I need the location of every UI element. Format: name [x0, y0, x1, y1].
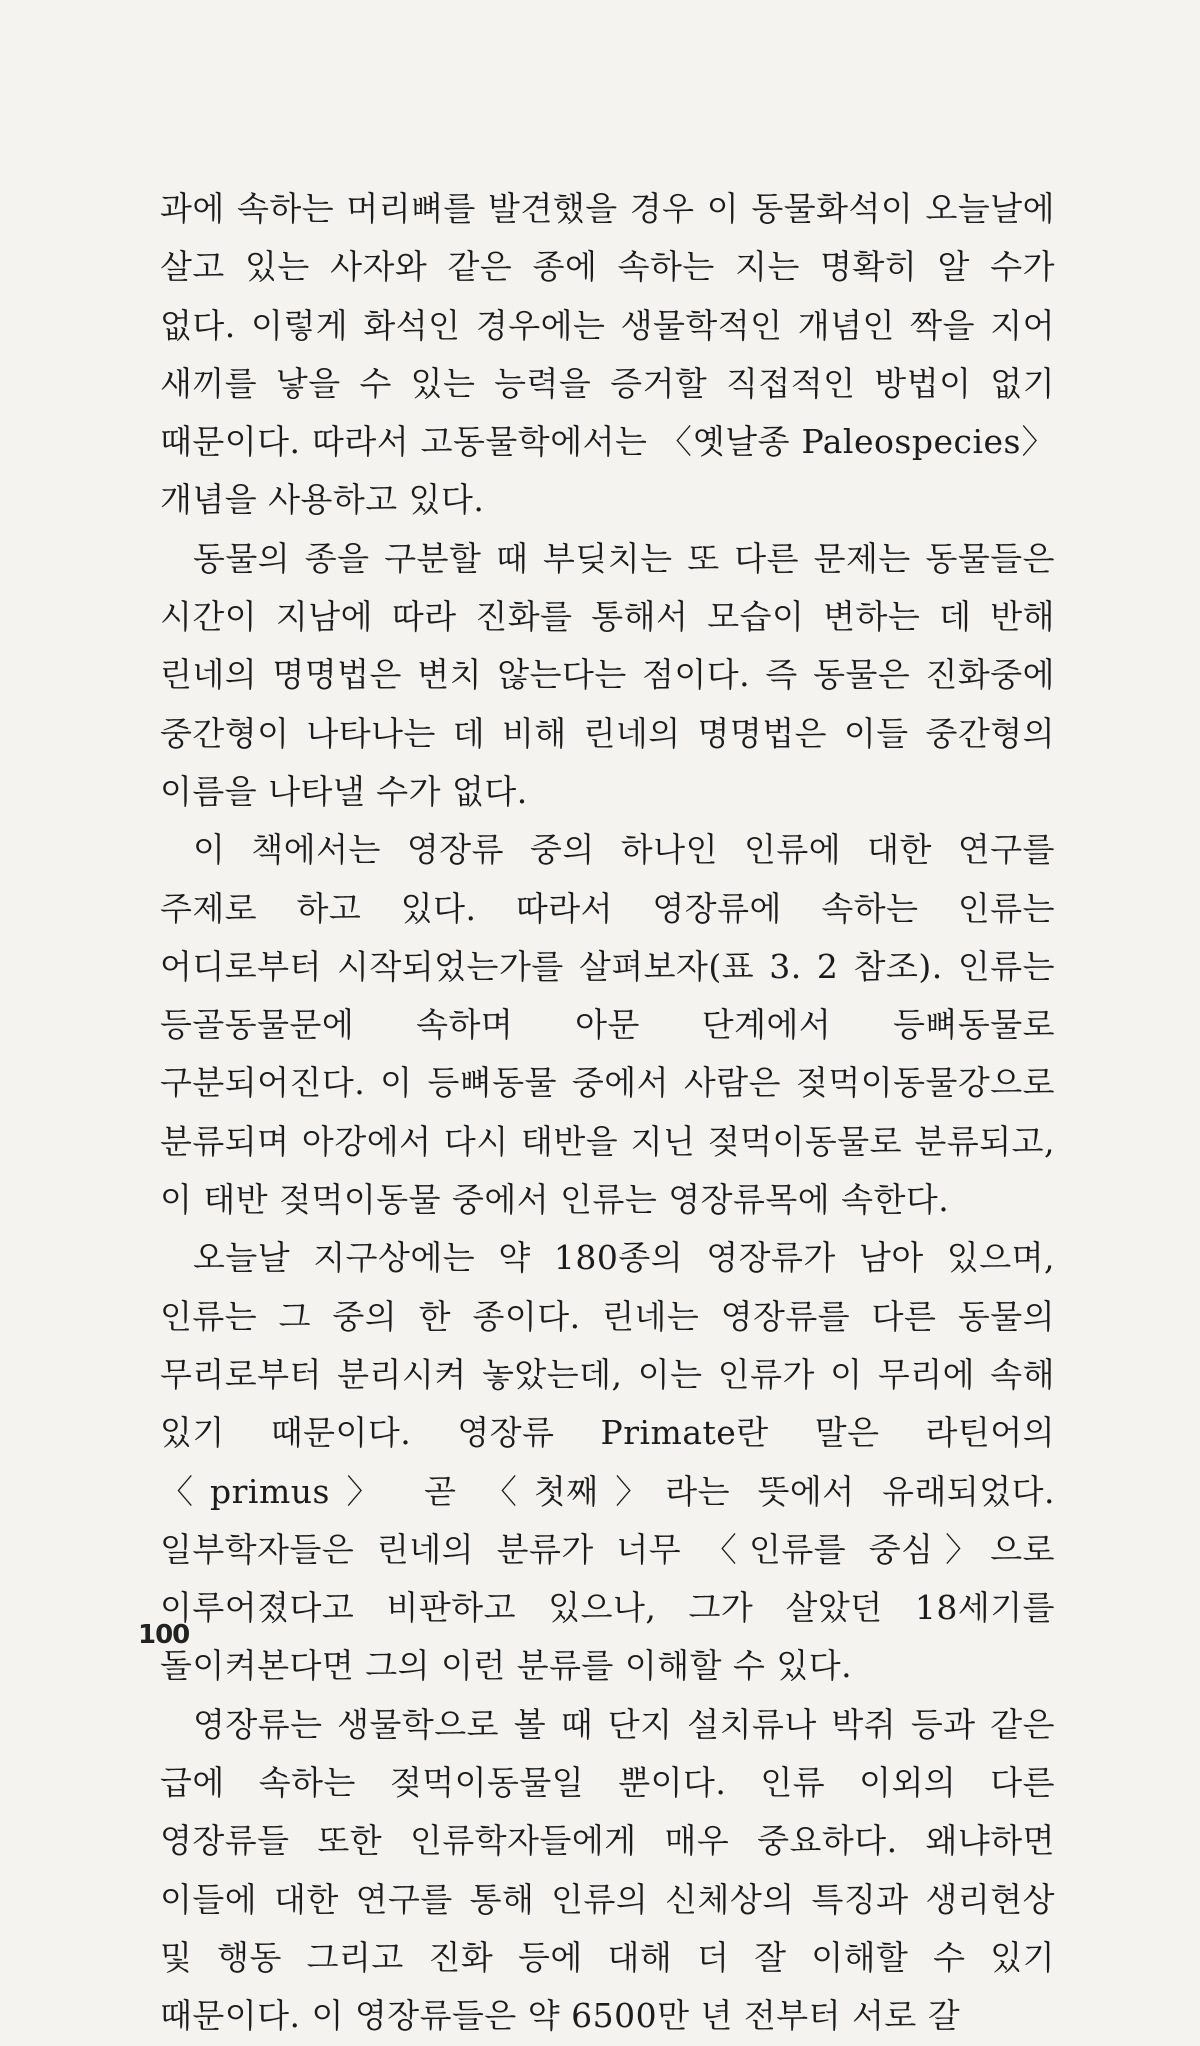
paragraph-5: 영장류는 생물학으로 볼 때 단지 설치류나 박쥐 등과 같은 급에 속하는 젖먹이동물일 뿐이다. 인류 이외의 다른 영장류들 또한 인류학자들에게 매우 중요하다. 왜냐하면 이들에 대한 연구를 통해 인류의 신체상의 특징과 생리현상 및 행동 그리고 진화 등에 대해 더 잘 이해할 수 있기 때문이다. 이 영장류들은 약 6500만 년 전부터 서로 갈	[160, 1704, 1055, 2036]
body-text	[160, 180, 1055, 2046]
page-number: 100	[138, 1620, 190, 1650]
paragraph-2: 동물의 종을 구분할 때 부딪치는 또 다른 문제는 동물들은 시간이 지남에 따라 진화를 통해서 모습이 변하는 데 반해 린네의 명명법은 변치 않는다는 점이다. 즉 동물은 진화중에 중간형이 나타나는 데 비해 린네의 명명법은 이들 중간형의 이름을 나타낼 수가 없다.	[160, 538, 1055, 811]
paragraph-1: 과에 속하는 머리뼈를 발견했을 경우 이 동물화석이 오늘날에 살고 있는 사자와 같은 종에 속하는 지는 명확히 알 수가 없다. 이렇게 화석인 경우에는 생물학적인 개념인 짝을 지어 새끼를 낳을 수 있는 능력을 증거할 직접적인 방법이 없기 때문이다. 따라서 고동물학에서는 〈옛날종 Paleospecies〉 개념을 사용하고 있다.	[160, 189, 1055, 520]
paragraph-3: 이 책에서는 영장류 중의 하나인 인류에 대한 연구를 주제로 하고 있다. 따라서 영장류에 속하는 인류는 어디로부터 시작되었는가를 살펴보자(표 3. 2 참조). 인류는 등골동물문에 속하며 아문 단계에서 등뼈동물로 구분되어진다. 이 등뼈동물 중에서 사람은 젖먹이동물강으로 분류되며 아강에서 다시 태반을 지닌 젖먹이동물로 분류되고, 이 태반 젖먹이동물 중에서 인류는 영장류목에 속한다.	[160, 830, 1055, 1220]
paragraph-4: 오늘날 지구상에는 약 180종의 영장류가 남아 있으며, 인류는 그 중의 한 종이다. 린네는 영장류를 다른 동물의 무리로부터 분리시켜 놓았는데, 이는 인류가 이 무리에 속해 있기 때문이다. 영장류 Primate란 말은 라틴어의 〈primus〉 곧 〈첫째〉라는 뜻에서 유래되었다. 일부학자들은 린네의 분류가 너무 〈인류를 중심〉으로 이루어졌다고 비판하고 있으나, 그가 살았던 18세기를 돌이켜본다면 그의 이런 분류를 이해할 수 있다.	[160, 1238, 1055, 1686]
